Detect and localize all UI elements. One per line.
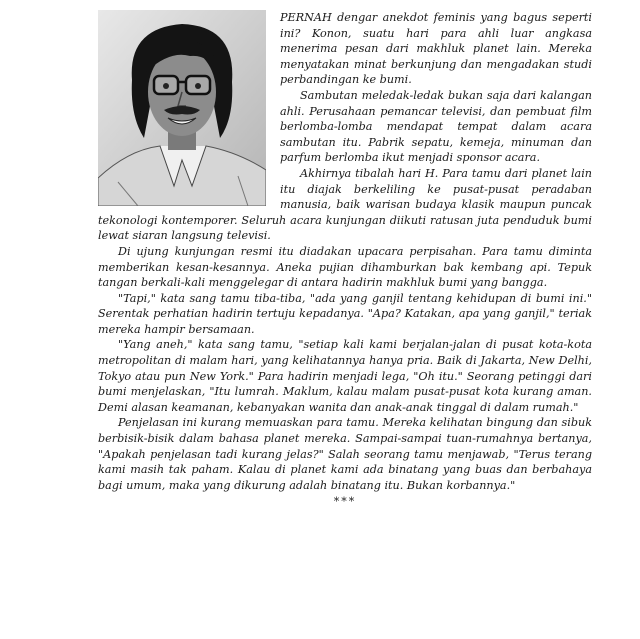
author-portrait-icon [98,10,266,206]
article-paragraph: Akhirnya tibalah hari H. Para tamu dari planet lain itu diajak berkeliling ke pusat-pusat peradaban manusia, baik warisan budaya klasik maupun puncak tekonologi kontemporer. Seluruh acara kunjungan diikuti ratusan juta penduduk bumi lewat siaran langsung televisi. [98,166,592,243]
article-paragraph: "Tapi," kata sang tamu tiba-tiba, "ada yang ganjil tentang kehidupan di bumi ini." Serentak perhatian hadirin tertuju kepadanya. "Apa? Katakan, apa yang ganjil," teriak mereka hampir bersamaan. [98,291,592,336]
end-mark: *** [333,495,357,509]
article-paragraph: Di ujung kunjungan resmi itu diadakan upacara perpisahan. Para tamu diminta memberikan kesan-kesannya. Aneka pujian dihamburkan bak kembang api. Tepuk tangan berkali-kali menggelegar di antara hadirin makhluk bumi yang bangga. [98,244,592,290]
article-paragraph: PERNAH dengar anekdot feminis yang bagus seperti ini? Konon, suatu hari para ahli luar angkasa menerima pesan dari makhluk planet lain. Mereka menyatakan minat berkunjung dan mengadakan studi perbandingan ke bumi. [280,11,592,87]
article-paragraph: Sambutan meledak-ledak bukan saja dari kalangan ahli. Perusahaan pemancar televisi, dan pembuat film berlomba-lomba mendapat tempat dalam acara sambutan itu. Pabrik sepatu, kemeja, minuman dan parfum berlomba ikut menjadi sponsor acara. [280,88,592,165]
article-paragraph: Penjelasan ini kurang memuaskan para tamu. Mereka kelihatan bingung dan sibuk berbisik-bisik dalam bahasa planet mereka. Sampai-sampai tuan-rumahnya bertanya, "Apakah penjelasan tadi kurang jelas?" Salah seorang tamu menjawab, "Terus terang kami masih tak paham. Kalau di planet kami ada binatang yang buas dan berbahaya bagi umum, maka yang dikurung adalah binatang itu. Bukan korbannya." [98,416,592,492]
article-paragraph: "Yang aneh," kata sang tamu, "setiap kali kami berjalan-jalan di pusat kota-kota metropolitan di malam hari, yang kelihatannya hanya pria. Baik di Jakarta, New Delhi, Tokyo atau pun New York." Para hadirin menjadi lega, "Oh itu." Seorang petinggi dari bumi menjelaskan, "Itu lumrah. Maklum, kalau malam pusat-pusat kota kurang aman. Demi alasan keamanan, kebanyakan wanita dan anak-anak tinggal di dalam rumah." [98,338,592,414]
